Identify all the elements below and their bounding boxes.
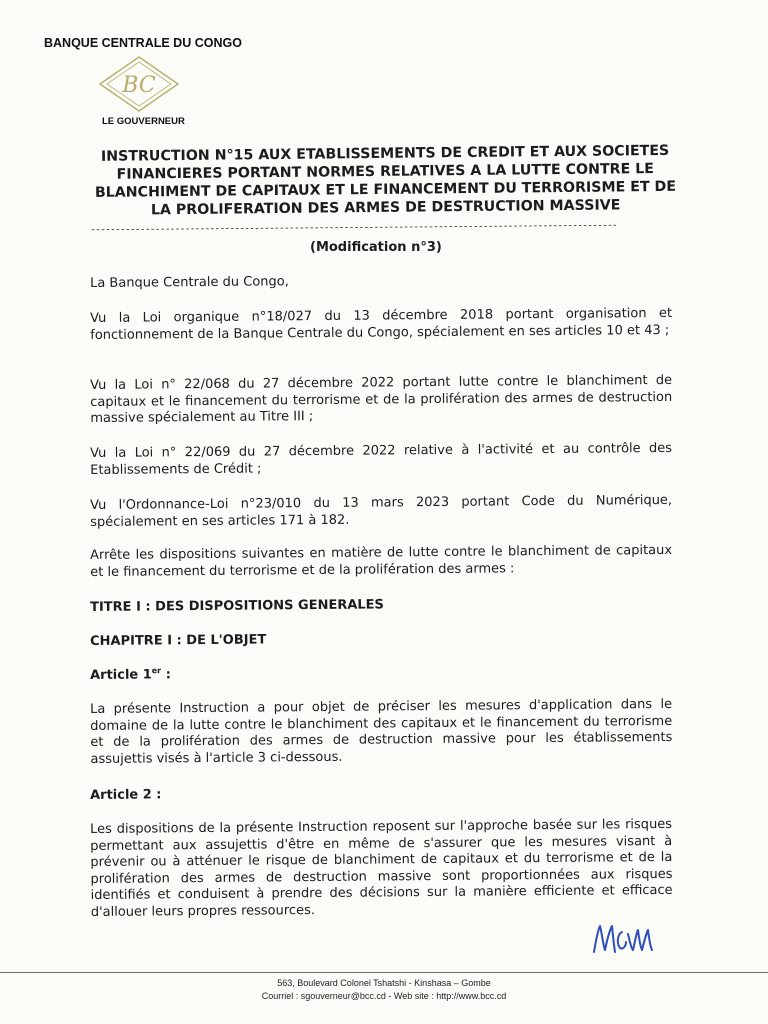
article-1-heading xyxy=(90,663,672,685)
vu-paragraph-3: Vu la Loi n° 22/069 du 27 décembre 2022 relative à l'activité et au contrôle des Etablissements de Crédit ; xyxy=(90,440,673,478)
article-1-text: La présente Instruction a pour objet de préciser les mesures d'application dans le domaine de la lutte contre le blanchiment des capitaux et le financement du terrorisme et de la prolifération des armes de destruction massive pour les établissements assujettis visés à l'article 3 ci-dessous. xyxy=(90,696,673,767)
footer-contact: Courriel : sgouverneur@bcc.cd - Web site : http://www.bcc.cd xyxy=(261,991,507,1001)
vu-paragraph-2: Vu la Loi n° 22/068 du 27 décembre 2022 portant lutte contre le blanchiment de capitaux et le financement du terrorisme et de la prolifération des armes de destruction massive spécialement au Titre III ; xyxy=(90,372,673,426)
article-1-superscript: er xyxy=(151,666,162,676)
article-2-text: Les dispositions de la présente Instruction reposent sur l'approche basée sur les risques permettant aux assujettis d'être en même de s'assurer que les mesures visant à prévenir ou à atténuer le risque de blanchiment de capitaux et du terrorisme et de la prolifération des armes de destruction massive sont proportionnées aux risques identifiés et conduisent à prendre des décisions sur la manière efficiente et efficace d'allouer leurs propres ressources. xyxy=(90,816,673,920)
signatory-title: LE GOUVERNEUR xyxy=(102,116,185,127)
article-1-colon: : xyxy=(161,667,171,683)
separator-line: ---------------------------------------------------------------------------------------------------------- xyxy=(89,219,617,236)
footer-address: 563, Boulevard Colonel Tshatshi - Kinshasa – Gombe xyxy=(277,978,491,988)
titre-heading: TITRE I : DES DISPOSITIONS GENERALES xyxy=(90,597,384,615)
vu-paragraph-4: Vu l'Ordonnance-Loi n°23/010 du 13 mars 2023 portant Code du Numérique, spécialement en ses articles 171 à 182. xyxy=(90,492,673,530)
document-title: INSTRUCTION N°15 AUX ETABLISSEMENTS DE CREDIT ET AUX SOCIETES FINANCIERES PORTANT NORMES RELATIVES A LA LUTTE CONTRE LE BLANCHIMENT DE CAPITAUX ET LE FINANCEMENT DU TERRORISME ET DE LA PROLIFERATION DES ARMES DE DESTRUCTION MASSIVE xyxy=(94,142,677,219)
bank-name: BANQUE CENTRALE DU CONGO xyxy=(44,36,242,50)
vu-paragraph-1: Vu la Loi organique n°18/027 du 13 décembre 2018 portant organisation et fonctionnement de la Banque Centrale du Congo, spécialement en ses articles 10 et 43 ; xyxy=(90,305,673,343)
intro-paragraph: La Banque Centrale du Congo, xyxy=(90,274,289,291)
bank-logo-icon xyxy=(98,55,180,113)
chapitre-heading: CHAPITRE I : DE L'OBJET xyxy=(90,632,267,649)
svg-text:BC: BC xyxy=(122,73,156,98)
signature-icon xyxy=(588,912,668,962)
arrete-paragraph: Arrête les dispositions suivantes en matière de lutte contre le blanchiment de capitaux et le financement du terrorisme et de la prolifération des armes : xyxy=(90,542,673,580)
article-2-heading: Article 2 : xyxy=(90,787,162,803)
footer-divider xyxy=(0,972,768,973)
article-1-label: Article 1 xyxy=(90,667,152,683)
modification-number: (Modification n°3) xyxy=(310,240,442,255)
